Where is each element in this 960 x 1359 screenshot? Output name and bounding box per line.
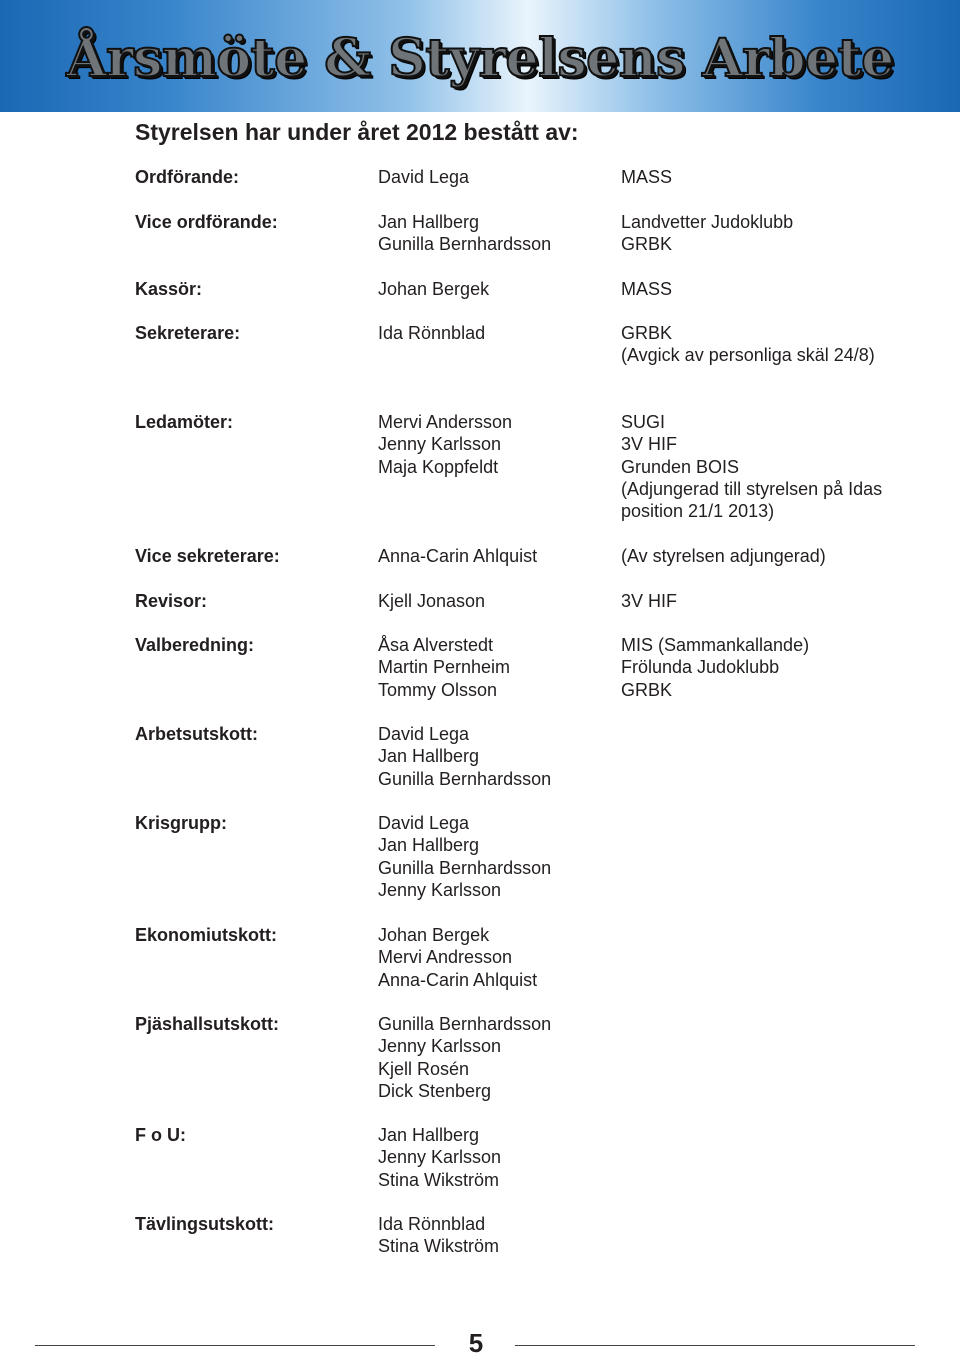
page-number: 5 (468, 1328, 484, 1358)
member-name: Jenny Karlsson (378, 434, 502, 455)
member-name: Gunilla Bernhardsson (378, 1014, 552, 1034)
organization-name: (Avgick av personliga skäl 24/8) (621, 345, 875, 366)
banner-title: Årsmöte & Styrelsens Arbete (66, 28, 894, 89)
member-organizations (621, 590, 921, 612)
member-name: David Lega (378, 167, 470, 187)
member-name: Mervi Andersson (378, 412, 513, 432)
role-label: Tävlingsutskott: (135, 1214, 275, 1234)
role-label: Pjäshallsutskott: (135, 1014, 280, 1034)
member-name: Jan Hallberg (378, 835, 480, 856)
member-names (378, 1213, 499, 1258)
member-names (378, 590, 485, 612)
role-label: Krisgrupp: (135, 813, 227, 833)
role-label: Ledamöter: (135, 412, 234, 432)
member-name: Kjell Jonason (378, 591, 486, 611)
member-name: Gunilla Bernhardsson (378, 234, 552, 255)
organization-name: 3V HIF (621, 591, 678, 611)
member-organizations (621, 411, 921, 522)
member-name: Kjell Rosén (378, 1058, 470, 1079)
organization-name: Grunden BOIS (621, 456, 740, 477)
member-name: Anna-Carin Ahlquist (378, 546, 538, 566)
organization-name: Frölunda Judoklubb (621, 657, 780, 678)
role-label: Sekreterare: (135, 323, 241, 343)
member-name: Jenny Karlsson (378, 879, 502, 900)
member-organizations (621, 166, 921, 188)
member-name: Gunilla Bernhardsson (378, 857, 552, 878)
member-name: Stina Wikström (378, 1236, 500, 1257)
member-name: Dick Stenberg (378, 1080, 492, 1101)
member-name: Johan Bergek (378, 279, 490, 299)
role-label: Vice sekreterare: (135, 546, 280, 566)
member-name: Jenny Karlsson (378, 1036, 502, 1057)
member-names (378, 812, 551, 901)
member-name: Ida Rönnblad (378, 323, 486, 343)
header-banner (0, 0, 960, 112)
member-names (378, 278, 489, 300)
member-name: Jan Hallberg (378, 212, 480, 232)
role-label: F o U: (135, 1125, 186, 1145)
member-name: Åsa Alverstedt (378, 635, 494, 655)
member-name: Tommy Olsson (378, 679, 498, 700)
member-name: Johan Bergek (378, 925, 490, 945)
member-name: Anna-Carin Ahlquist (378, 969, 538, 990)
role-label: Ekonomiutskott: (135, 925, 277, 945)
member-name: Stina Wikström (378, 1169, 500, 1190)
member-names (378, 723, 551, 790)
organization-name: Landvetter Judoklubb (621, 212, 794, 232)
organization-name: GRBK (621, 234, 673, 255)
footer-divider-right (515, 1345, 915, 1346)
member-names (378, 1124, 501, 1191)
member-name: Ida Rönnblad (378, 1214, 486, 1234)
member-name: Martin Pernheim (378, 657, 511, 678)
organization-name: GRBK (621, 323, 673, 343)
organization-name: SUGI (621, 412, 666, 432)
footer-divider-left (35, 1345, 435, 1346)
member-name: David Lega (378, 813, 470, 833)
member-name: Maja Koppfeldt (378, 456, 499, 477)
role-label: Kassör: (135, 279, 203, 299)
role-label: Arbetsutskott: (135, 724, 259, 744)
member-names (378, 545, 537, 567)
member-organizations (621, 322, 921, 367)
member-organizations (621, 545, 921, 567)
member-names (378, 411, 512, 478)
member-names (378, 211, 551, 256)
organization-name: MASS (621, 279, 673, 299)
organization-name: (Av styrelsen adjungerad) (621, 546, 826, 566)
member-names (378, 1013, 551, 1102)
member-organizations (621, 211, 921, 256)
organization-name: MASS (621, 167, 673, 187)
member-name: David Lega (378, 724, 470, 744)
role-label: Valberedning: (135, 635, 255, 655)
organization-name: 3V HIF (621, 434, 678, 455)
organization-name: MIS (Sammankallande) (621, 635, 810, 655)
member-name: Mervi Andresson (378, 947, 513, 968)
member-name: Gunilla Bernhardsson (378, 768, 552, 789)
member-names (378, 924, 537, 991)
member-name: Jan Hallberg (378, 1125, 480, 1145)
role-label: Ordförande: (135, 167, 240, 187)
member-organizations (621, 278, 921, 300)
role-label: Vice ordförande: (135, 212, 278, 232)
role-label: Revisor: (135, 591, 208, 611)
member-name: Jan Hallberg (378, 746, 480, 767)
member-names (378, 634, 510, 701)
member-names (378, 166, 469, 188)
board-heading: Styrelsen har under året 2012 bestått av: (135, 119, 579, 145)
member-names (378, 322, 485, 344)
organization-name: (Adjungerad till styrelsen på Idas position 21/1 2013) (621, 478, 883, 522)
organization-name: GRBK (621, 679, 673, 700)
member-organizations (621, 634, 921, 701)
member-name: Jenny Karlsson (378, 1147, 502, 1168)
